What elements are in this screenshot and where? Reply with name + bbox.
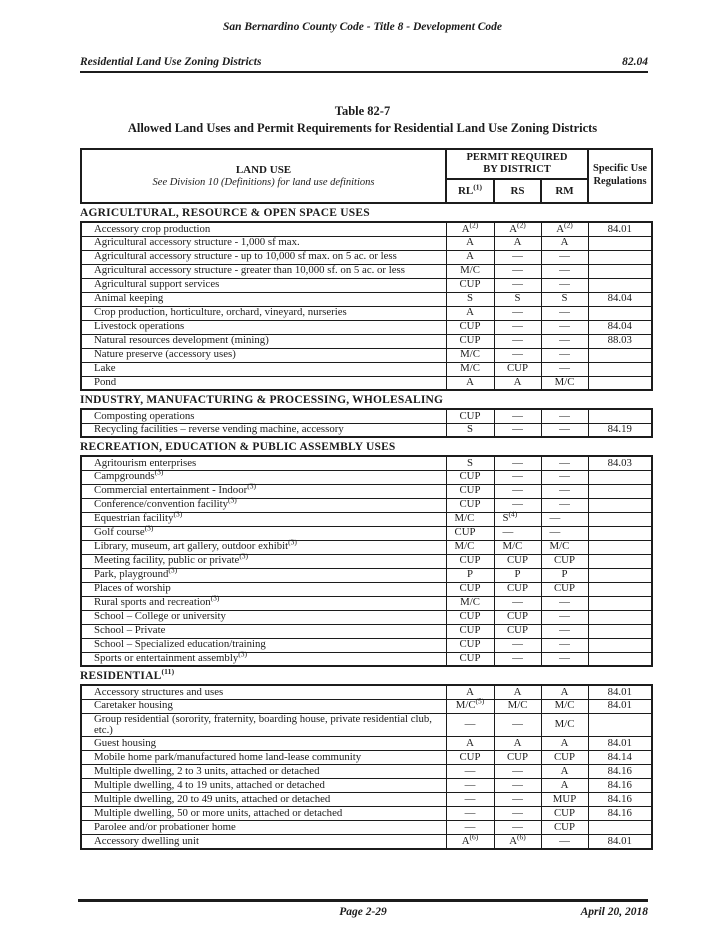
table-row	[81, 540, 652, 554]
permit-cell-rl: —	[446, 793, 494, 807]
land-use-cell: School – College or university	[81, 610, 446, 624]
table-sections	[80, 204, 651, 850]
permit-cell-rl: S	[446, 456, 494, 470]
section-table	[80, 408, 653, 438]
permit-cell-rm: M/C	[541, 699, 588, 713]
land-use-cell: Conference/convention facility$^{(3)}$	[81, 498, 446, 512]
permit-cell-rl: M/C	[446, 264, 494, 278]
permit-cell-rs: CUP	[494, 554, 541, 568]
regulation-cell	[588, 821, 652, 835]
regulation-cell: 84.04	[588, 292, 652, 306]
permit-cell-rs: —	[494, 334, 541, 348]
permit-cell-rs: CUP	[494, 582, 541, 596]
land-use-cell: Crop production, horticulture, orchard, vineyard, nurseries	[81, 306, 446, 320]
table-row	[81, 222, 652, 236]
table-row	[81, 610, 652, 624]
land-use-header-note: See Division 10 (Definitions) for land use definitions	[152, 177, 375, 189]
table-row	[81, 348, 652, 362]
permit-required-header: PERMIT REQUIRED BY DISTRICT	[446, 149, 588, 179]
permit-cell-rs: S	[494, 292, 541, 306]
table-row	[81, 807, 652, 821]
permit-cell-rl: CUP	[446, 334, 494, 348]
permit-cell-rs: M/C	[494, 699, 541, 713]
table-row	[81, 236, 652, 250]
table-row	[81, 292, 652, 306]
permit-cell-rm: A	[541, 236, 588, 250]
table-row	[81, 334, 652, 348]
permit-cell-rl: $A^{(2)}$	[446, 222, 494, 236]
table-row	[81, 699, 652, 713]
permit-cell-rm: —	[541, 835, 588, 849]
table-row	[81, 278, 652, 292]
permit-cell-rm: —	[541, 250, 588, 264]
table-row	[81, 362, 652, 376]
permit-cell-rm: —	[541, 348, 588, 362]
permit-cell-rm: —	[541, 610, 588, 624]
land-use-cell: Campgrounds$^{(3)}$	[81, 470, 446, 484]
regulation-cell: 84.03	[588, 456, 652, 470]
regulation-cell: 84.14	[588, 751, 652, 765]
permit-cell-rm: —	[541, 320, 588, 334]
regulation-cell	[588, 652, 652, 666]
land-use-cell: Multiple dwelling, 50 or more units, attached or detached	[81, 807, 446, 821]
land-use-cell: Pond	[81, 376, 446, 390]
regulation-cell: 88.03	[588, 334, 652, 348]
permit-cell-rm: —	[541, 652, 588, 666]
permit-cell-rs: —	[494, 264, 541, 278]
regulation-cell: 84.01	[588, 699, 652, 713]
regulation-cell	[588, 610, 652, 624]
land-use-cell: Park, playground$^{(3)}$	[81, 568, 446, 582]
land-use-cell: Multiple dwelling, 4 to 19 units, attached or detached	[81, 779, 446, 793]
permit-cell-rl: M/C	[446, 512, 494, 526]
permit-cell-rm: M/C	[541, 713, 588, 737]
regulation-cell	[588, 568, 652, 582]
regulation-cell	[588, 526, 652, 540]
permit-cell-rs: —	[494, 409, 541, 423]
permit-cell-rs: CUP	[494, 362, 541, 376]
land-use-cell: Rural sports and recreation$^{(3)}$	[81, 596, 446, 610]
permit-cell-rs: —	[494, 498, 541, 512]
table-row	[81, 568, 652, 582]
land-use-cell: Livestock operations	[81, 320, 446, 334]
permit-cell-rl: —	[446, 779, 494, 793]
footer-page-number: Page 2-29	[339, 906, 387, 918]
permit-cell-rm: —	[541, 638, 588, 652]
permit-cell-rm: A	[541, 685, 588, 699]
permit-cell-rl: CUP	[446, 652, 494, 666]
land-use-cell: Equestrian facility$^{(3)}$	[81, 512, 446, 526]
permit-cell-rl: A	[446, 685, 494, 699]
regulation-cell: 84.01	[588, 222, 652, 236]
land-use-cell: Commercial entertainment - Indoor$^{(3)}$	[81, 484, 446, 498]
permit-cell-rs: $S^{(4)}$	[494, 512, 541, 526]
permit-cell-rm: CUP	[541, 821, 588, 835]
regulation-cell	[588, 250, 652, 264]
table-row	[81, 250, 652, 264]
regulation-cell: 84.16	[588, 793, 652, 807]
permit-cell-rl: CUP	[446, 582, 494, 596]
permit-cell-rs: —	[494, 456, 541, 470]
regulation-cell	[588, 582, 652, 596]
permit-cell-rs: —	[494, 306, 541, 320]
permit-cell-rl: A	[446, 236, 494, 250]
regulation-cell	[588, 376, 652, 390]
permit-cell-rm: A	[541, 737, 588, 751]
regulation-cell	[588, 236, 652, 250]
table-row	[81, 793, 652, 807]
permit-cell-rl: CUP	[446, 470, 494, 484]
land-use-cell: Animal keeping	[81, 292, 446, 306]
regulation-cell: 84.04	[588, 320, 652, 334]
regulation-cell: 84.19	[588, 423, 652, 437]
table-row	[81, 423, 652, 437]
land-use-cell: Group residential (sorority, fraternity, boarding house, private residential club, etc.)	[81, 713, 446, 737]
land-use-cell: Composting operations	[81, 409, 446, 423]
section-table	[80, 684, 653, 850]
permit-cell-rs: —	[494, 779, 541, 793]
table-row	[81, 751, 652, 765]
table-row	[81, 737, 652, 751]
permit-cell-rs: —	[494, 484, 541, 498]
section-header: AGRICULTURAL, RESOURCE & OPEN SPACE USES	[80, 207, 370, 220]
regulation-cell	[588, 306, 652, 320]
permit-cell-rl: —	[446, 821, 494, 835]
permit-cell-rs: CUP	[494, 610, 541, 624]
permit-cell-rs: —	[494, 652, 541, 666]
page-footer	[78, 899, 648, 918]
permit-cell-rs: —	[494, 423, 541, 437]
land-use-cell: Golf course$^{(3)}$	[81, 526, 446, 540]
permit-cell-rm: —	[541, 526, 588, 540]
table-row	[81, 470, 652, 484]
land-use-cell: Lake	[81, 362, 446, 376]
regulation-cell	[588, 554, 652, 568]
table-row	[81, 582, 652, 596]
land-use-cell: Agritourism enterprises	[81, 456, 446, 470]
permit-cell-rs: M/C	[494, 540, 541, 554]
regulation-cell	[588, 624, 652, 638]
permit-cell-rs: —	[494, 348, 541, 362]
table-row	[81, 765, 652, 779]
running-head-code-number: 82.04	[622, 56, 648, 68]
regulation-cell	[588, 540, 652, 554]
permit-cell-rl: CUP	[446, 484, 494, 498]
land-use-table	[80, 148, 651, 850]
table-row	[81, 685, 652, 699]
land-use-cell: Library, museum, art gallery, outdoor exhibit$^{(3)}$	[81, 540, 446, 554]
table-row	[81, 652, 652, 666]
section-header: INDUSTRY, MANUFACTURING & PROCESSING, WHOLESALING	[80, 394, 444, 407]
land-use-column-header	[81, 149, 446, 203]
footer-date: April 20, 2018	[580, 906, 648, 918]
permit-cell-rs: $A^{(6)}$	[494, 835, 541, 849]
permit-cell-rl: M/C	[446, 596, 494, 610]
permit-cell-rl: CUP	[446, 278, 494, 292]
regulation-cell: 84.01	[588, 685, 652, 699]
land-use-cell: Accessory dwelling unit	[81, 835, 446, 849]
regulation-cell	[588, 512, 652, 526]
regulation-cell	[588, 348, 652, 362]
land-use-cell: Places of worship	[81, 582, 446, 596]
permit-cell-rs: —	[494, 765, 541, 779]
regulation-cell	[588, 484, 652, 498]
table-caption: Allowed Land Uses and Permit Requirements for Residential Land Use Zoning Districts	[127, 121, 598, 135]
regulation-cell	[588, 278, 652, 292]
permit-cell-rl: A	[446, 306, 494, 320]
permit-cell-rm: A	[541, 765, 588, 779]
table-row	[81, 306, 652, 320]
table-row	[81, 779, 652, 793]
land-use-cell: Recycling facilities – reverse vending machine, accessory	[81, 423, 446, 437]
permit-cell-rl: CUP	[446, 498, 494, 512]
table-row	[81, 484, 652, 498]
permit-cell-rm: CUP	[541, 751, 588, 765]
table-row	[81, 409, 652, 423]
permit-cell-rm: CUP	[541, 554, 588, 568]
land-use-cell: Meeting facility, public or private$^{(3)}$	[81, 554, 446, 568]
table-row	[81, 821, 652, 835]
table-row	[81, 713, 652, 737]
document-header-title: San Bernardino County Code - Title 8 - Development Code	[222, 21, 503, 33]
permit-cell-rm: —	[541, 264, 588, 278]
permit-cell-rs: A	[494, 376, 541, 390]
district-column-header-rl: RL$^{(1)}$	[446, 179, 494, 203]
permit-cell-rl: A	[446, 250, 494, 264]
permit-cell-rm: M/C	[541, 540, 588, 554]
permit-cell-rs: —	[494, 807, 541, 821]
permit-cell-rm: —	[541, 423, 588, 437]
land-use-cell: Agricultural accessory structure - greater than 10,000 sf. on 5 ac. or less	[81, 264, 446, 278]
table-row	[81, 554, 652, 568]
permit-cell-rm: M/C	[541, 376, 588, 390]
permit-cell-rm: —	[541, 409, 588, 423]
permit-cell-rl: CUP	[446, 526, 494, 540]
permit-cell-rl: P	[446, 568, 494, 582]
permit-cell-rl: M/C	[446, 362, 494, 376]
permit-cell-rs: —	[494, 526, 541, 540]
permit-cell-rs: A	[494, 737, 541, 751]
table-row	[81, 526, 652, 540]
table-row	[81, 376, 652, 390]
land-use-cell: Parolee and/or probationer home	[81, 821, 446, 835]
regulation-cell: 84.16	[588, 807, 652, 821]
district-column-header-rm: RM	[541, 179, 588, 203]
table-row	[81, 512, 652, 526]
permit-cell-rs: —	[494, 470, 541, 484]
section-header: RESIDENTIAL$^{(11)}$	[80, 667, 175, 683]
land-use-cell: Nature preserve (accessory uses)	[81, 348, 446, 362]
permit-cell-rs: —	[494, 638, 541, 652]
table-number: Table 82-7	[334, 104, 391, 118]
permit-cell-rs: —	[494, 320, 541, 334]
permit-cell-rl: A	[446, 376, 494, 390]
land-use-cell: Agricultural accessory structure - up to 10,000 sf max. on 5 ac. or less	[81, 250, 446, 264]
permit-cell-rl: CUP	[446, 610, 494, 624]
regulation-cell	[588, 470, 652, 484]
permit-cell-rl: CUP	[446, 554, 494, 568]
table-row	[81, 498, 652, 512]
section-header: RECREATION, EDUCATION & PUBLIC ASSEMBLY USES	[80, 441, 396, 454]
permit-cell-rm: —	[541, 362, 588, 376]
regulation-cell	[588, 498, 652, 512]
permit-cell-rl: S	[446, 292, 494, 306]
land-use-cell: Accessory structures and uses	[81, 685, 446, 699]
permit-cell-rl: $M/C^{(5)}$	[446, 699, 494, 713]
permit-cell-rm: —	[541, 306, 588, 320]
permit-cell-rm: P	[541, 568, 588, 582]
permit-cell-rs: —	[494, 821, 541, 835]
table-row	[81, 596, 652, 610]
permit-cell-rs: —	[494, 278, 541, 292]
permit-cell-rs: CUP	[494, 751, 541, 765]
permit-cell-rs: —	[494, 793, 541, 807]
land-use-cell: Sports or entertainment assembly$^{(3)}$	[81, 652, 446, 666]
land-use-cell: Natural resources development (mining)	[81, 334, 446, 348]
land-use-cell: Agricultural accessory structure - 1,000 sf max.	[81, 236, 446, 250]
permit-cell-rl: CUP	[446, 320, 494, 334]
land-use-cell: Multiple dwelling, 2 to 3 units, attached or detached	[81, 765, 446, 779]
specific-use-regulations-header: Specific Use Regulations	[588, 149, 652, 203]
land-use-cell: Guest housing	[81, 737, 446, 751]
permit-cell-rm: —	[541, 278, 588, 292]
permit-cell-rm: CUP	[541, 807, 588, 821]
land-use-cell: Multiple dwelling, 20 to 49 units, attached or detached	[81, 793, 446, 807]
permit-cell-rl: S	[446, 423, 494, 437]
section-table	[80, 221, 653, 391]
permit-cell-rm: —	[541, 512, 588, 526]
land-use-cell: Agricultural support services	[81, 278, 446, 292]
permit-cell-rl: CUP	[446, 751, 494, 765]
table-row	[81, 624, 652, 638]
regulation-cell	[588, 264, 652, 278]
permit-cell-rl: M/C	[446, 348, 494, 362]
permit-cell-rm: A	[541, 779, 588, 793]
table-row	[81, 456, 652, 470]
regulation-cell	[588, 596, 652, 610]
permit-cell-rm: —	[541, 456, 588, 470]
regulation-cell	[588, 409, 652, 423]
permit-cell-rm: —	[541, 498, 588, 512]
permit-cell-rm: —	[541, 334, 588, 348]
permit-cell-rl: A	[446, 737, 494, 751]
permit-cell-rm: —	[541, 596, 588, 610]
permit-cell-rs: $A^{(2)}$	[494, 222, 541, 236]
table-row	[81, 835, 652, 849]
permit-cell-rs: P	[494, 568, 541, 582]
permit-cell-rm: S	[541, 292, 588, 306]
permit-cell-rm: —	[541, 484, 588, 498]
permit-cell-rl: CUP	[446, 409, 494, 423]
regulation-cell: 84.01	[588, 835, 652, 849]
permit-cell-rs: A	[494, 236, 541, 250]
running-head-section: Residential Land Use Zoning Districts	[80, 56, 262, 68]
land-use-cell: Accessory crop production	[81, 222, 446, 236]
land-use-header-label: LAND USE	[235, 164, 292, 177]
regulation-cell	[588, 638, 652, 652]
permit-cell-rl: $A^{(6)}$	[446, 835, 494, 849]
table-row	[81, 264, 652, 278]
regulation-cell	[588, 362, 652, 376]
permit-cell-rs: —	[494, 596, 541, 610]
table-header	[80, 148, 653, 204]
running-head	[80, 56, 648, 73]
table-row	[81, 638, 652, 652]
permit-cell-rm: CUP	[541, 582, 588, 596]
permit-cell-rm: $A^{(2)}$	[541, 222, 588, 236]
permit-cell-rl: —	[446, 807, 494, 821]
regulation-cell: 84.16	[588, 765, 652, 779]
permit-cell-rm: —	[541, 624, 588, 638]
permit-cell-rl: —	[446, 765, 494, 779]
permit-cell-rl: M/C	[446, 540, 494, 554]
district-column-header-rs: RS	[494, 179, 541, 203]
permit-cell-rm: MUP	[541, 793, 588, 807]
permit-cell-rl: CUP	[446, 624, 494, 638]
permit-cell-rs: CUP	[494, 624, 541, 638]
permit-cell-rl: CUP	[446, 638, 494, 652]
land-use-cell: Caretaker housing	[81, 699, 446, 713]
permit-cell-rs: —	[494, 250, 541, 264]
regulation-cell	[588, 713, 652, 737]
permit-cell-rl: —	[446, 713, 494, 737]
land-use-cell: School – Private	[81, 624, 446, 638]
permit-cell-rm: —	[541, 470, 588, 484]
land-use-cell: Mobile home park/manufactured home land-lease community	[81, 751, 446, 765]
table-row	[81, 320, 652, 334]
permit-cell-rs: A	[494, 685, 541, 699]
section-table	[80, 455, 653, 667]
permit-cell-rs: —	[494, 713, 541, 737]
regulation-cell: 84.01	[588, 737, 652, 751]
land-use-cell: School – Specialized education/training	[81, 638, 446, 652]
regulation-cell: 84.16	[588, 779, 652, 793]
